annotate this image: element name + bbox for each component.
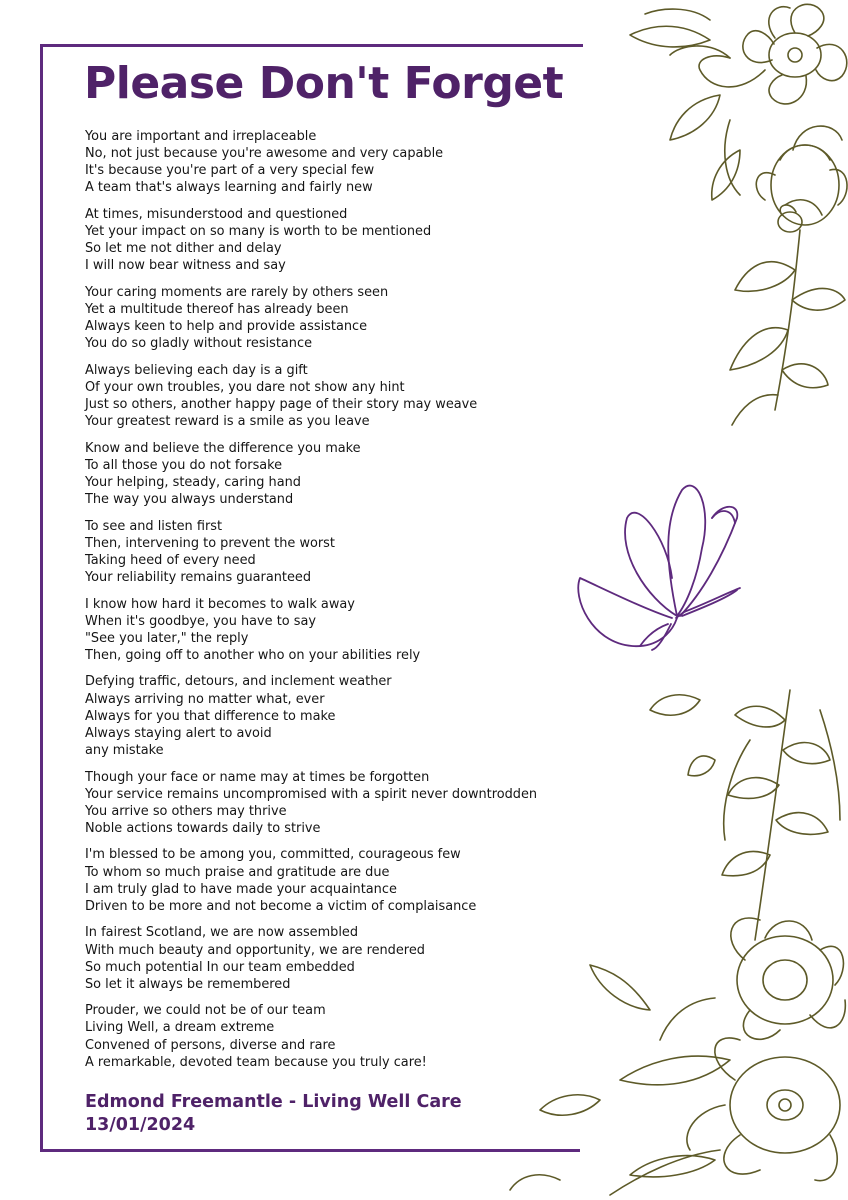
poem-line: any mistake — [85, 743, 164, 759]
poem-line: I'm blessed to be among you, committed, courageous few — [85, 847, 461, 863]
poem-line: I am truly glad to have made your acquaintance — [85, 881, 397, 897]
poem-line: Then, going off to another who on your abilities rely — [85, 648, 421, 663]
poem-date: 13/01/2024 — [85, 1115, 196, 1135]
poem-line: You are important and irreplaceable — [85, 129, 317, 144]
poem-line: Defying traffic, detours, and inclement weather — [85, 674, 392, 690]
poem-line: Prouder, we could not be of our team — [85, 1003, 326, 1019]
poem-line: Always keen to help and provide assistance — [85, 319, 368, 335]
poem-line: When it's goodbye, you have to say — [85, 613, 316, 629]
poem-line: With much beauty and opportunity, we are rendered — [85, 942, 425, 958]
poem-line: Of your own troubles, you dare not show any hint — [85, 379, 405, 395]
poem-line: No, not just because you're awesome and very capable — [85, 146, 444, 162]
poem-line: Then, intervening to prevent the worst — [85, 535, 335, 551]
poem-line: Your caring moments are rarely by others seen — [85, 284, 389, 300]
author-credit: Edmond Freemantle - Living Well Care — [85, 1092, 462, 1112]
poem-line: You arrive so others may thrive — [85, 803, 287, 819]
poem-line: So let it always be remembered — [85, 976, 291, 992]
poem-line: Your helping, steady, caring hand — [85, 475, 301, 490]
frame-bottom-rule — [40, 1149, 495, 1152]
poem-line: You do so gladly without resistance — [85, 336, 312, 352]
poem-line: Noble actions towards daily to strive — [85, 821, 321, 836]
poem-line: To see and listen first — [85, 518, 223, 534]
poem-line: A remarkable, devoted team because you truly care! — [85, 1054, 427, 1070]
poem-line: Your reliability remains guaranteed — [85, 570, 312, 586]
poem-line: Taking heed of every need — [85, 552, 256, 568]
butterfly-illustration — [572, 478, 742, 653]
poem-line: Your greatest reward is a smile as you leave — [85, 414, 370, 430]
poem-line: "See you later," the reply — [85, 630, 249, 646]
poem-line: So let me not dither and delay — [85, 241, 282, 257]
floral-bottom-right-illustration — [500, 680, 848, 1200]
poem-stanza — [85, 518, 645, 587]
poem-line: Your service remains uncompromised with a spirit never downtrodden — [85, 786, 538, 802]
poem-line: I will now bear witness and say — [85, 258, 286, 274]
poem-line: So much potential In our team embedded — [85, 959, 355, 975]
poem-line: I know how hard it becomes to walk away — [85, 596, 355, 612]
poem-line: Always for you that difference to make — [85, 708, 336, 724]
frame-top-rule — [40, 44, 583, 47]
signature-block — [85, 1091, 462, 1137]
poem-stanza — [85, 440, 645, 509]
poem-line: At times, misunderstood and questioned — [85, 206, 348, 222]
floral-top-right-illustration — [560, 0, 848, 430]
poem-line: Though your face or name may at times be forgotten — [85, 769, 430, 785]
poem-line: It's because you're part of a very special few — [85, 163, 375, 179]
poem-stanza — [85, 596, 645, 665]
poem-line: Just so others, another happy page of their story may weave — [85, 397, 478, 413]
poem-line: In fairest Scotland, we are now assembled — [85, 925, 359, 941]
poem-line: Yet your impact on so many is worth to be mentioned — [85, 224, 432, 240]
poem-title: Please Don't Forget — [84, 58, 564, 109]
poem-line: Always staying alert to avoid — [85, 725, 272, 741]
poem-line: Convened of persons, diverse and rare — [85, 1037, 336, 1053]
poem-line: The way you always understand — [85, 492, 294, 508]
poem-line: Always believing each day is a gift — [85, 362, 308, 378]
poem-line: Living Well, a dream extreme — [85, 1020, 275, 1036]
poem-line: A team that's always learning and fairly new — [85, 180, 373, 196]
poem-line: Yet a multitude thereof has already been — [85, 302, 349, 317]
poem-line: Always arriving no matter what, ever — [85, 691, 325, 707]
poem-line: To whom so much praise and gratitude are due — [85, 864, 390, 880]
poem-line: To all those you do not forsake — [85, 457, 283, 473]
poem-line: Driven to be more and not become a victim of complaisance — [85, 898, 477, 914]
poem-line: Know and believe the difference you make — [85, 440, 361, 456]
